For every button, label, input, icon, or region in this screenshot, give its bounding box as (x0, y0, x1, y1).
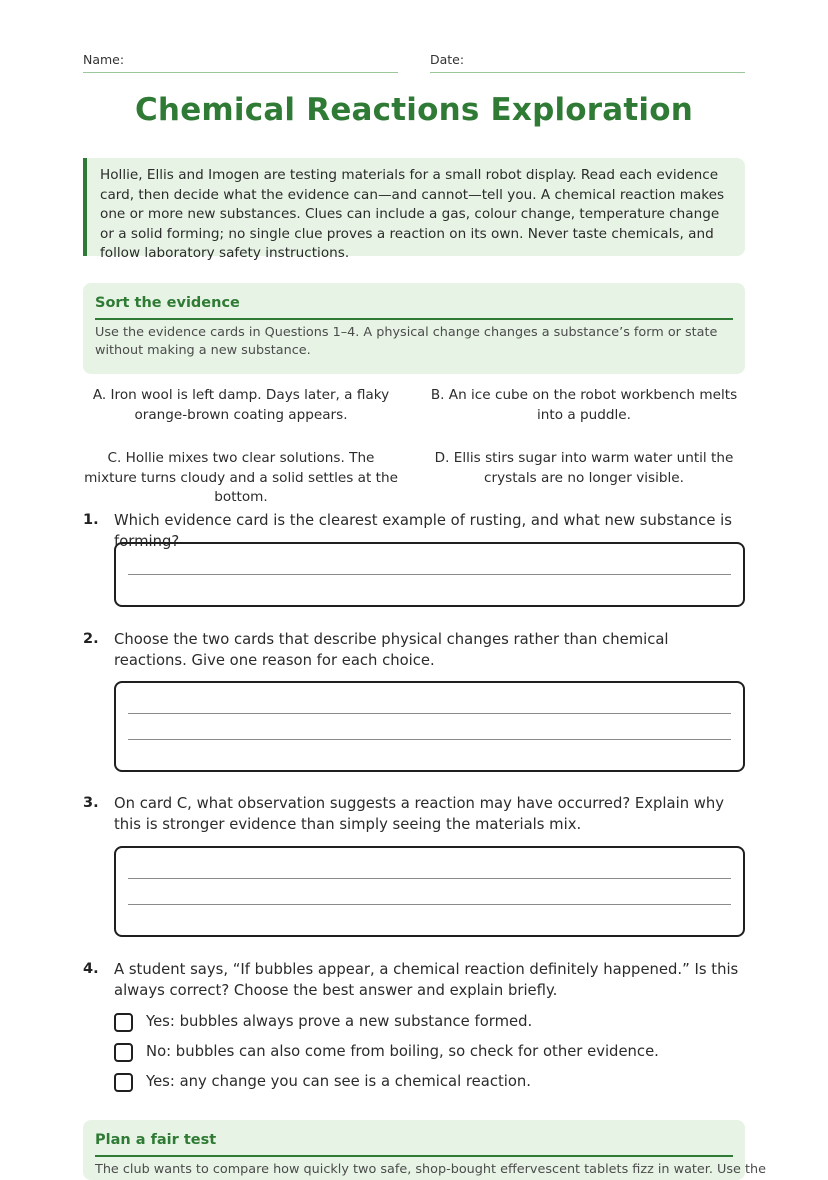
name-field[interactable] (83, 52, 398, 73)
sort-evidence-section (83, 283, 745, 374)
section-instructions: Use the evidence cards in Questions 1–4. A physical change changes a substance’s form or state without making a new substance. (95, 325, 718, 358)
section-heading: Plan a fair test (95, 1129, 733, 1157)
checkbox[interactable] (114, 1073, 133, 1092)
question-2-answer-box[interactable] (114, 681, 745, 772)
question-2-text: Choose the two cards that describe physical changes rather than chemical reactions. Give one reason for each choice. (114, 631, 669, 669)
question-4-number: 4. (83, 961, 99, 977)
question-3-number: 3. (83, 795, 99, 811)
answer-line (128, 904, 731, 905)
section-heading: Sort the evidence (95, 292, 733, 320)
name-label: Name: (83, 52, 125, 67)
question-1-text: Which evidence card is the clearest example of rusting, and what new substance is forming? (114, 512, 732, 550)
date-field[interactable] (430, 52, 745, 73)
intro-callout (83, 158, 745, 262)
option-label: No: bubbles can also come from boiling, so check for other evidence. (146, 1043, 659, 1060)
question-1-number: 1. (83, 512, 99, 528)
evidence-card-d: D. Ellis stirs sugar into warm water until the crystals are no longer visible. (434, 450, 734, 486)
checkbox[interactable] (114, 1043, 133, 1062)
page-title: Chemical Reactions Exploration (134, 92, 694, 128)
answer-line (128, 713, 731, 714)
question-4-text: A student says, “If bubbles appear, a chemical reaction definitely happened.” Is this always correct? Choose the best answer and explain briefly. (114, 961, 739, 999)
question-1-answer-box[interactable] (114, 542, 745, 607)
evidence-card-b: B. An ice cube on the robot workbench melts into a puddle. (430, 387, 738, 423)
question-3-answer-box[interactable] (114, 846, 745, 937)
date-label: Date: (430, 52, 465, 67)
option-label: Yes: bubbles always prove a new substance formed. (146, 1013, 533, 1030)
checkbox[interactable] (114, 1013, 133, 1032)
question-3-text: On card C, what observation suggests a reaction may have occurred? Explain why this is stronger evidence than simply seeing the materials mix. (114, 795, 725, 833)
answer-line (128, 739, 731, 740)
answer-line (128, 878, 731, 879)
question-2-number: 2. (83, 631, 99, 647)
section-instructions: The club wants to compare how quickly two safe, shop-bought effervescent tablets fizz in water. Use the (95, 1162, 766, 1177)
option-label: Yes: any change you can see is a chemical reaction. (146, 1073, 532, 1090)
fair-test-section (83, 1120, 766, 1180)
evidence-card-a: A. Iron wool is left damp. Days later, a flaky orange-brown coating appears. (92, 387, 390, 423)
answer-line (128, 574, 731, 575)
intro-text: Hollie, Ellis and Imogen are testing materials for a small robot display. Read each evidence card, then decide what the evidence can—and cannot—tell you. A chemical reaction makes one or more new substances. Clues can include a gas, colour change, temperature change or a solid forming; no single clue proves a reaction on its own. Never taste chemicals, and follow laboratory safety instructions. (100, 167, 725, 262)
evidence-card-c: C. Hollie mixes two clear solutions. The mixture turns cloudy and a solid settles at the bottom. (84, 450, 398, 505)
